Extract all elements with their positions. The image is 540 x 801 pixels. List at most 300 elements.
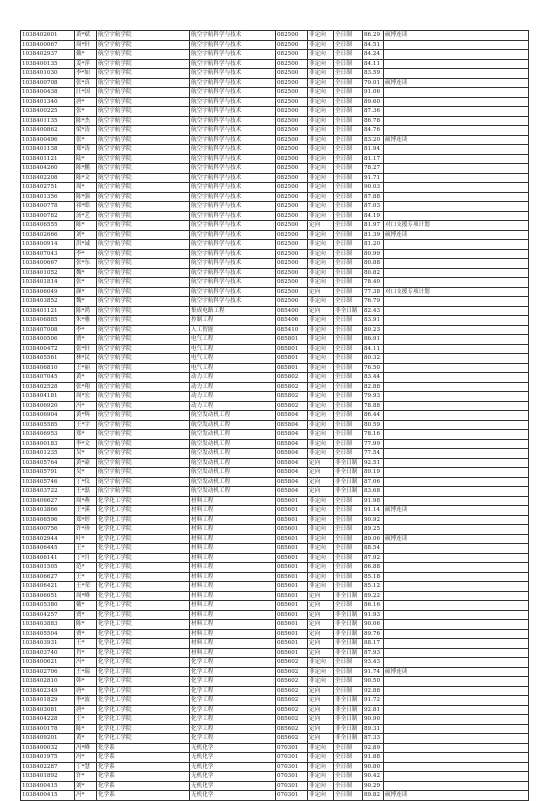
major-cell: 材料工程: [190, 648, 276, 658]
major-cell: 航空发动机工程: [190, 477, 276, 487]
department-cell: 化学化工学院: [97, 572, 190, 582]
table-row: [21, 373, 529, 383]
department-cell: 化学化工学院: [97, 601, 190, 611]
name-cell: 丁*月: [75, 553, 97, 563]
orientation-cell: 非定向: [308, 420, 334, 430]
candidate-id-cell: 1038400472: [21, 344, 75, 354]
name-cell: 丁*慧: [75, 762, 97, 772]
major-code-cell: 085601: [276, 591, 308, 601]
study-mode-cell: 全日制: [334, 354, 363, 364]
score-cell: 90.03: [363, 183, 384, 193]
major-cell: 电气工程: [190, 354, 276, 364]
name-cell: 郑*婷: [75, 515, 97, 525]
study-mode-cell: 非全日制: [334, 724, 363, 734]
candidate-id-cell: 1038400708: [21, 78, 75, 88]
study-mode-cell: 全日制: [334, 88, 363, 98]
name-cell: 郑*涛: [75, 145, 97, 155]
department-cell: 化学化工学院: [97, 648, 190, 658]
major-cell: 航空宇航科学与技术: [190, 259, 276, 269]
table-row: [21, 544, 529, 554]
remark-cell: [384, 724, 529, 734]
candidate-id-cell: 1038402810: [21, 677, 75, 687]
remark-cell: [384, 316, 529, 326]
table-row: [21, 287, 529, 297]
department-cell: 化学系: [97, 753, 190, 763]
orientation-cell: 非定向: [308, 31, 334, 41]
major-cell: 航空宇航科学与技术: [190, 69, 276, 79]
major-cell: 无机化学: [190, 791, 276, 801]
major-code-cell: 082500: [276, 192, 308, 202]
candidate-id-cell: 1038402349: [21, 686, 75, 696]
major-cell: 航空宇航科学与技术: [190, 50, 276, 60]
orientation-cell: 非定向: [308, 50, 334, 60]
name-cell: 陈*鹏: [75, 164, 97, 174]
candidate-id-cell: 1038401235: [21, 449, 75, 459]
score-cell: 91.98: [363, 496, 384, 506]
score-cell: 92.51: [363, 458, 384, 468]
candidate-id-cell: 1038400756: [21, 525, 75, 535]
major-cell: 材料工程: [190, 639, 276, 649]
candidate-id-cell: 1038402287: [21, 762, 75, 772]
remark-cell: [384, 297, 529, 307]
department-cell: 航空宇航学院: [97, 316, 190, 326]
department-cell: 航空宇航学院: [97, 126, 190, 136]
major-cell: 动力工程: [190, 401, 276, 411]
major-cell: 电气工程: [190, 335, 276, 345]
table-row: [21, 221, 529, 231]
score-cell: 80.88: [363, 259, 384, 269]
major-cell: 材料工程: [190, 629, 276, 639]
study-mode-cell: 非全日制: [334, 629, 363, 639]
score-cell: 88.17: [363, 639, 384, 649]
score-cell: 89.19: [363, 468, 384, 478]
table-row: [21, 610, 529, 620]
orientation-cell: 非定向: [308, 249, 334, 259]
major-cell: 航空发动机工程: [190, 449, 276, 459]
major-code-cell: 085601: [276, 629, 308, 639]
score-cell: 86.78: [363, 116, 384, 126]
department-cell: 航空宇航学院: [97, 164, 190, 174]
score-cell: 91.14: [363, 506, 384, 516]
remark-cell: [384, 753, 529, 763]
table-row: [21, 335, 529, 345]
department-cell: 航空宇航学院: [97, 145, 190, 155]
major-code-cell: 082500: [276, 297, 308, 307]
orientation-cell: 非定向: [308, 268, 334, 278]
name-cell: 周*: [75, 183, 97, 193]
major-code-cell: 082500: [276, 287, 308, 297]
candidate-id-cell: 1038400183: [21, 439, 75, 449]
remark-cell: 对口支援专项计划: [384, 221, 529, 231]
table-row: [21, 620, 529, 630]
admission-list-sheet: [20, 30, 528, 801]
candidate-id-cell: 1038403740: [21, 648, 75, 658]
remark-cell: [384, 686, 529, 696]
orientation-cell: 定向: [308, 648, 334, 658]
orientation-cell: 非定向: [308, 449, 334, 459]
name-cell: 张*东: [75, 259, 97, 269]
study-mode-cell: 全日制: [334, 420, 363, 430]
name-cell: 陈*鸿: [75, 306, 97, 316]
admission-table: [20, 30, 529, 801]
study-mode-cell: 全日制: [334, 506, 363, 516]
score-cell: 86.91: [363, 335, 384, 345]
orientation-cell: 定向: [308, 629, 334, 639]
candidate-id-cell: 1038407008: [21, 325, 75, 335]
major-code-cell: 085601: [276, 496, 308, 506]
study-mode-cell: 全日制: [334, 658, 363, 668]
candidate-id-cell: 1038400496: [21, 135, 75, 145]
remark-cell: [384, 145, 529, 155]
table-row: [21, 781, 529, 791]
study-mode-cell: 全日制: [334, 392, 363, 402]
department-cell: 化学化工学院: [97, 525, 190, 535]
major-cell: 航空宇航科学与技术: [190, 202, 276, 212]
remark-cell: [384, 154, 529, 164]
remark-cell: 硕博连读: [384, 230, 529, 240]
score-cell: 90.90: [363, 715, 384, 725]
orientation-cell: 定向: [308, 306, 334, 316]
orientation-cell: 非定向: [308, 439, 334, 449]
table-row: [21, 211, 529, 221]
score-cell: 87.06: [363, 477, 384, 487]
candidate-id-cell: 1038400415: [21, 791, 75, 801]
candidate-id-cell: 1038406904: [21, 411, 75, 421]
score-cell: 86.44: [363, 411, 384, 421]
orientation-cell: 定向: [308, 458, 334, 468]
major-code-cell: 085804: [276, 458, 308, 468]
candidate-id-cell: 1038404228: [21, 715, 75, 725]
study-mode-cell: 全日制: [334, 496, 363, 506]
study-mode-cell: 全日制: [334, 31, 363, 41]
remark-cell: 硕博连读: [384, 791, 529, 801]
department-cell: 航空宇航学院: [97, 230, 190, 240]
candidate-id-cell: 1038406555: [21, 221, 75, 231]
major-cell: 材料工程: [190, 582, 276, 592]
orientation-cell: 非定向: [308, 743, 334, 753]
table-row: [21, 791, 529, 801]
table-row: [21, 411, 529, 421]
table-row: [21, 325, 529, 335]
score-cell: 82.88: [363, 382, 384, 392]
name-cell: 陈*: [75, 620, 97, 630]
major-cell: 材料工程: [190, 601, 276, 611]
score-cell: 89.06: [363, 534, 384, 544]
orientation-cell: 非定向: [308, 202, 334, 212]
name-cell: 陈*: [75, 724, 97, 734]
study-mode-cell: 全日制: [334, 230, 363, 240]
candidate-id-cell: 1038401829: [21, 696, 75, 706]
table-row: [21, 468, 529, 478]
table-row: [21, 724, 529, 734]
candidate-id-cell: 1038402937: [21, 50, 75, 60]
department-cell: 航空宇航学院: [97, 50, 190, 60]
remark-cell: [384, 439, 529, 449]
orientation-cell: 非定向: [308, 325, 334, 335]
orientation-cell: 非定向: [308, 772, 334, 782]
study-mode-cell: 全日制: [334, 126, 363, 136]
candidate-id-cell: 1038404260: [21, 164, 75, 174]
name-cell: 林*民: [75, 354, 97, 364]
table-row: [21, 259, 529, 269]
department-cell: 航空宇航学院: [97, 249, 190, 259]
remark-cell: [384, 572, 529, 582]
major-cell: 材料工程: [190, 563, 276, 573]
candidate-id-cell: 1038406141: [21, 553, 75, 563]
name-cell: 王*宇: [75, 420, 97, 430]
study-mode-cell: 全日制: [334, 278, 363, 288]
table-row: [21, 667, 529, 677]
orientation-cell: 非定向: [308, 534, 334, 544]
name-cell: 张*真: [75, 78, 97, 88]
major-cell: 航空宇航科学与技术: [190, 116, 276, 126]
name-cell: 黄*: [75, 734, 97, 744]
major-cell: 航空宇航科学与技术: [190, 183, 276, 193]
orientation-cell: 非定向: [308, 88, 334, 98]
major-code-cell: 085601: [276, 553, 308, 563]
study-mode-cell: 全日制: [334, 268, 363, 278]
remark-cell: [384, 325, 529, 335]
table-row: [21, 268, 529, 278]
major-cell: 集成电路工程: [190, 306, 276, 316]
study-mode-cell: 非全日制: [334, 477, 363, 487]
candidate-id-cell: 1038404181: [21, 392, 75, 402]
department-cell: 化学化工学院: [97, 506, 190, 516]
study-mode-cell: 全日制: [334, 344, 363, 354]
major-code-cell: 085601: [276, 601, 308, 611]
table-row: [21, 154, 529, 164]
orientation-cell: 非定向: [308, 791, 334, 801]
name-cell: 王*: [75, 544, 97, 554]
orientation-cell: 非定向: [308, 515, 334, 525]
candidate-id-cell: 1038402666: [21, 230, 75, 240]
score-cell: 81.20: [363, 240, 384, 250]
major-cell: 材料工程: [190, 620, 276, 630]
orientation-cell: 定向: [308, 601, 334, 611]
study-mode-cell: 全日制: [334, 762, 363, 772]
score-cell: 86.29: [363, 31, 384, 41]
department-cell: 化学化工学院: [97, 629, 190, 639]
department-cell: 航空宇航学院: [97, 487, 190, 497]
department-cell: 化学化工学院: [97, 515, 190, 525]
remark-cell: [384, 563, 529, 573]
candidate-id-cell: 1038406445: [21, 544, 75, 554]
table-row: [21, 705, 529, 715]
table-row: [21, 363, 529, 373]
study-mode-cell: 非全日制: [334, 715, 363, 725]
major-code-cell: 085804: [276, 477, 308, 487]
study-mode-cell: 全日制: [334, 430, 363, 440]
score-cell: 92.89: [363, 743, 384, 753]
score-cell: 78.88: [363, 401, 384, 411]
candidate-id-cell: 1038405746: [21, 477, 75, 487]
orientation-cell: 非定向: [308, 240, 334, 250]
department-cell: 航空宇航学院: [97, 306, 190, 316]
major-code-cell: 085601: [276, 525, 308, 535]
score-cell: 91.72: [363, 696, 384, 706]
major-code-cell: 085602: [276, 696, 308, 706]
remark-cell: [384, 420, 529, 430]
major-code-cell: 082500: [276, 145, 308, 155]
orientation-cell: 非定向: [308, 544, 334, 554]
score-cell: 91.74: [363, 667, 384, 677]
orientation-cell: 非定向: [308, 506, 334, 516]
major-code-cell: 082500: [276, 40, 308, 50]
study-mode-cell: 全日制: [334, 753, 363, 763]
candidate-id-cell: 1038402601: [21, 31, 75, 41]
score-cell: 92.81: [363, 705, 384, 715]
study-mode-cell: 全日制: [334, 50, 363, 60]
score-cell: 81.17: [363, 154, 384, 164]
table-row: [21, 686, 529, 696]
candidate-id-cell: 1038400667: [21, 259, 75, 269]
major-cell: 航空发动机工程: [190, 411, 276, 421]
department-cell: 化学化工学院: [97, 677, 190, 687]
table-row: [21, 401, 529, 411]
orientation-cell: 非定向: [308, 572, 334, 582]
department-cell: 化学化工学院: [97, 553, 190, 563]
remark-cell: [384, 715, 529, 725]
candidate-id-cell: 1038401356: [21, 192, 75, 202]
name-cell: 洪*诚: [75, 240, 97, 250]
major-code-cell: 085802: [276, 382, 308, 392]
table-row: [21, 506, 529, 516]
major-cell: 动力工程: [190, 382, 276, 392]
major-cell: 人工智能: [190, 325, 276, 335]
study-mode-cell: 全日制: [334, 601, 363, 611]
major-code-cell: 085601: [276, 639, 308, 649]
score-cell: 78.27: [363, 164, 384, 174]
major-cell: 化学工程: [190, 658, 276, 668]
score-cell: 79.93: [363, 392, 384, 402]
name-cell: 王*丽: [75, 363, 97, 373]
candidate-id-cell: 1038403852: [21, 297, 75, 307]
score-cell: 81.94: [363, 145, 384, 155]
remark-cell: [384, 40, 529, 50]
major-code-cell: 085601: [276, 544, 308, 554]
score-cell: 90.42: [363, 772, 384, 782]
name-cell: 李*: [75, 249, 97, 259]
major-cell: 材料工程: [190, 525, 276, 535]
name-cell: 刘*: [75, 230, 97, 240]
name-cell: 王*磊: [75, 487, 97, 497]
candidate-id-cell: 1038400135: [21, 59, 75, 69]
name-cell: 韩*: [75, 677, 97, 687]
major-cell: 航空宇航科学与技术: [190, 192, 276, 202]
table-row: [21, 316, 529, 326]
major-code-cell: 085602: [276, 705, 308, 715]
table-row: [21, 734, 529, 744]
major-code-cell: 085601: [276, 506, 308, 516]
name-cell: 冯*峰: [75, 743, 97, 753]
department-cell: 化学系: [97, 791, 190, 801]
major-code-cell: 085601: [276, 534, 308, 544]
department-cell: 化学化工学院: [97, 667, 190, 677]
remark-cell: [384, 496, 529, 506]
remark-cell: [384, 705, 529, 715]
orientation-cell: 非定向: [308, 411, 334, 421]
department-cell: 化学化工学院: [97, 496, 190, 506]
remark-cell: [384, 468, 529, 478]
name-cell: 周*燕: [75, 496, 97, 506]
score-cell: 92.88: [363, 686, 384, 696]
study-mode-cell: 全日制: [334, 69, 363, 79]
orientation-cell: 非定向: [308, 667, 334, 677]
name-cell: 陈*杰: [75, 116, 97, 126]
major-cell: 化学工程: [190, 705, 276, 715]
department-cell: 航空宇航学院: [97, 439, 190, 449]
study-mode-cell: 全日制: [334, 743, 363, 753]
major-cell: 航空宇航科学与技术: [190, 40, 276, 50]
orientation-cell: 定向: [308, 705, 334, 715]
department-cell: 航空宇航学院: [97, 240, 190, 250]
major-cell: 化学工程: [190, 677, 276, 687]
remark-cell: 硕博连读: [384, 534, 529, 544]
remark-cell: [384, 487, 529, 497]
major-code-cell: 085804: [276, 420, 308, 430]
study-mode-cell: 全日制: [334, 40, 363, 50]
table-row: [21, 382, 529, 392]
major-code-cell: 070301: [276, 743, 308, 753]
department-cell: 航空宇航学院: [97, 97, 190, 107]
study-mode-cell: 全日制: [334, 259, 363, 269]
major-code-cell: 085804: [276, 468, 308, 478]
study-mode-cell: 全日制: [334, 164, 363, 174]
major-cell: 航空发动机工程: [190, 439, 276, 449]
study-mode-cell: 全日制: [334, 202, 363, 212]
department-cell: 航空宇航学院: [97, 344, 190, 354]
score-cell: 83.59: [363, 69, 384, 79]
table-row: [21, 145, 529, 155]
score-cell: 80.23: [363, 325, 384, 335]
major-cell: 材料工程: [190, 544, 276, 554]
department-cell: 航空宇航学院: [97, 107, 190, 117]
orientation-cell: 定向: [308, 591, 334, 601]
candidate-id-cell: 1038406953: [21, 430, 75, 440]
candidate-id-cell: 1038400862: [21, 126, 75, 136]
name-cell: 王*荣: [75, 582, 97, 592]
table-row: [21, 78, 529, 88]
major-code-cell: 082500: [276, 202, 308, 212]
candidate-id-cell: 1038400032: [21, 743, 75, 753]
department-cell: 化学化工学院: [97, 544, 190, 554]
score-cell: 80.32: [363, 354, 384, 364]
table-row: [21, 487, 529, 497]
name-cell: 贾*: [75, 629, 97, 639]
name-cell: 唐*: [75, 705, 97, 715]
score-cell: 83.44: [363, 373, 384, 383]
table-row: [21, 430, 529, 440]
remark-cell: [384, 173, 529, 183]
candidate-id-cell: 1038403883: [21, 620, 75, 630]
orientation-cell: 非定向: [308, 781, 334, 791]
major-code-cell: 082500: [276, 240, 308, 250]
orientation-cell: 定向: [308, 724, 334, 734]
major-code-cell: 082500: [276, 173, 308, 183]
table-row: [21, 107, 529, 117]
table-row: [21, 525, 529, 535]
study-mode-cell: 非全日制: [334, 468, 363, 478]
remark-cell: [384, 401, 529, 411]
score-cell: 81.97: [363, 221, 384, 231]
department-cell: 航空宇航学院: [97, 78, 190, 88]
name-cell: 周*宏: [75, 392, 97, 402]
table-row: [21, 392, 529, 402]
department-cell: 航空宇航学院: [97, 468, 190, 478]
department-cell: 航空宇航学院: [97, 268, 190, 278]
candidate-id-cell: 1038401505: [21, 563, 75, 573]
candidate-id-cell: 1038404257: [21, 610, 75, 620]
